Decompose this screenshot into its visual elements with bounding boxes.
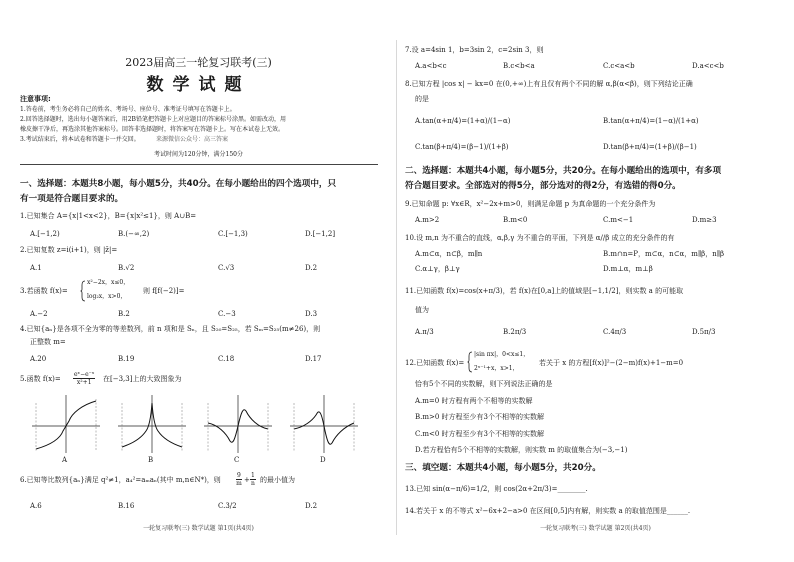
q6-fraction-2-den: n (250, 480, 255, 487)
q6-fraction-1 (236, 472, 242, 487)
q2-option-b: B.√2 (118, 264, 135, 272)
time-note: 考试时间为120分钟，满分150分 (154, 151, 243, 158)
q6-option-d: D.2 (305, 502, 318, 510)
question-5-tail: 在[−3,3]上的大致图象为 (103, 375, 182, 383)
q5-graph-c (202, 393, 274, 455)
question-1: 1.已知集合 A={x|1<x<2}，B={x|x²≤1}，则 A∪B= (20, 212, 197, 220)
q8-option-b: B.tan(α+π/4)=(1−α)/(1+α) (603, 117, 699, 125)
q12-option-b: B.m>0 时方程至少有3个不相等的实数解 (415, 413, 545, 421)
question-2: 2.已知复数 z=i(i+1)，则 |z̄|= (20, 246, 118, 254)
notice-line-4: 3.考试结束后，将本试卷和答题卡一并交回。 (20, 136, 140, 143)
q5-label-a: A (62, 456, 68, 464)
q5-graph-b (116, 393, 188, 455)
question-12-tail: 若关于 x 的方程[f(x)]²−(2−m)f(x)+1−m=0 (539, 359, 684, 367)
q12-option-c: C.m<0 时方程至少有3个不相等的实数解 (415, 430, 544, 438)
q10-option-a: A.m⊂α，n⊂β，m∥n (415, 250, 483, 258)
q10-option-b: B.m∩n=P，m⊂α，n⊂α，m∥β，n∥β (603, 250, 724, 258)
q6-option-c: C.3/2 (218, 502, 237, 510)
question-6-tail: 的最小值为 (260, 476, 295, 484)
q12-case-1: |sin πx|，0<x≤1， (474, 351, 530, 358)
q6-fraction-2-num: 1 (251, 472, 255, 479)
q1-option-b: B.(−∞,2) (118, 230, 150, 238)
q6-plus: + (244, 476, 250, 484)
page-2 (397, 0, 794, 562)
q12-brace-icon (467, 351, 473, 373)
q5-fraction (73, 371, 95, 386)
q11-option-b: B.2π/3 (503, 328, 527, 336)
watermark-note: 来源微信公众号：高三答案 (156, 136, 229, 143)
q11-option-d: D.5π/3 (692, 328, 716, 336)
question-4: 4.已知{aₙ}是各项不全为零的等差数列，前 n 项和是 Sₙ，且 S₂₀=S₂₅，若 Sₘ=S₂₅(m≠26)，则 (20, 325, 321, 333)
question-4-cont: 正整数 m= (30, 338, 66, 346)
q7-option-c: C.c<a<b (603, 62, 635, 70)
q3-option-b: B.2 (118, 310, 130, 318)
q9-option-c: C.m<−1 (603, 216, 634, 224)
question-12-cont: 恰有5个不同的实数解，则下列说法正确的是 (415, 380, 553, 388)
notice-title: 注意事项: (20, 95, 51, 103)
question-9: 9.已知命题 p: ∀x∈R，x²−2x+m>0，则满足命题 p 为真命题的一个充分条件为 (405, 200, 656, 208)
section-3-heading: 三、填空题：本题共4小题，每小题5分，共20分。 (405, 463, 601, 473)
q6-fraction-2 (250, 472, 256, 487)
question-8-cont: 的是 (415, 95, 429, 103)
question-13: 13.已知 sin(α−π/6)=1/2，则 cos(2α+2π/3)=________. (405, 485, 588, 493)
q1-option-d: D.[−1,2] (305, 230, 336, 238)
q4-option-b: B.19 (118, 355, 135, 363)
question-14: 14.若关于 x 的不等式 x²−6x+2−a>0 在区间[0,5]内有解，则实数 a 的取值范围是______. (405, 507, 691, 515)
q6-fraction-1-den: m (236, 480, 242, 487)
question-6-lead: 6.已知等比数列{aₙ}满足 q²≠1，a₄²=aₘaₙ(其中 m,n∈N*)，则 (20, 476, 221, 484)
q5-numerator: eˣ−e⁻ˣ (74, 371, 95, 378)
section-1-heading-cont: 有一项是符合题目要求的。 (20, 194, 124, 204)
q12-case-2: 2ˣ⁻¹+x，x>1， (474, 365, 519, 372)
q3-case-1: x²−2x，x≤0， (87, 279, 130, 286)
q3-option-d: D.3 (305, 310, 318, 318)
q12-option-a: A.m=0 时方程有两个不相等的实数解 (415, 397, 533, 405)
q3-option-a: A.−2 (30, 310, 48, 318)
exam-title: 2023届高三一轮复习联考(三) (125, 56, 272, 69)
q7-option-b: B.c<b<a (503, 62, 535, 70)
q2-option-a: A.1 (30, 264, 42, 272)
q8-option-c: C.tan(β+π/4)=(β−1)/(1+β) (415, 143, 509, 151)
page-1-footer: 一轮复习联考(三) 数学试题 第1页(共4页) (143, 525, 254, 532)
question-11-cont: 值为 (415, 306, 429, 314)
q6-option-b: B.16 (118, 502, 135, 510)
question-8: 8.已知方程 |cos x| − kx=0 在(0,+∞)上有且仅有两个不同的解 α,β(α<β)，则下列结论正确 (405, 80, 693, 88)
section-1-heading: 一、选择题：本题共8小题，每小题5分，共40分。在每小题给出的四个选项中，只 (20, 179, 337, 189)
q9-option-a: A.m>2 (415, 216, 440, 224)
q12-option-d: D.若方程恰有5个不相等的实数解，则实数 m 的取值集合为(−3,−1) (415, 446, 628, 454)
q5-graph-a (30, 393, 102, 455)
q7-option-d: D.a<c<b (692, 62, 724, 70)
notice-line-2: 2.回答选择题时，选出每小题答案后，用2B铅笔把答题卡上对应题目的答案标号涂黑。如需改动，用 (20, 116, 286, 123)
q6-option-a: A.6 (30, 502, 42, 510)
question-5-lead: 5.函数 f(x)= (20, 375, 61, 383)
q9-option-b: B.m<0 (503, 216, 528, 224)
question-12-lead: 12.已知函数 f(x)= (405, 359, 465, 367)
q5-label-d: D (320, 456, 326, 464)
subject-title: 数学试题 (146, 75, 251, 95)
question-10: 10.设 m,n 为不重合的直线，α,β,γ 为不重合的平面，下列是 α//β 成立的充分条件的有 (405, 234, 675, 242)
question-7: 7.设 a=4sin 1，b=3sin 2，c=2sin 3，则 (405, 46, 544, 54)
page-2-footer: 一轮复习联考(三) 数学试题 第2页(共4页) (540, 525, 651, 532)
q9-option-d: D.m≥3 (692, 216, 717, 224)
q8-option-a: A.tan(α+π/4)=(1+α)/(1−α) (415, 117, 511, 125)
q4-option-d: D.17 (305, 355, 322, 363)
q11-option-c: C.4π/3 (603, 328, 627, 336)
question-3-lead: 3.若函数 f(x)= (20, 287, 68, 295)
q3-brace-icon (80, 280, 86, 302)
q7-option-a: A.a<b<c (415, 62, 447, 70)
notice-rule (20, 164, 378, 165)
q1-option-a: A.[−1,2) (30, 230, 60, 238)
section-2-heading-cont: 符合题目要求。全部选对的得5分，部分选对的得2分，有选错的得0分。 (405, 181, 681, 191)
question-3-tail: 则 f[f(−2)]= (143, 287, 185, 295)
q10-option-d: D.m⊥α，m⊥β (603, 265, 653, 273)
q5-graph-d (288, 393, 360, 455)
q2-option-c: C.√3 (218, 264, 235, 272)
q3-case-2: log₂x，x>0， (87, 293, 127, 300)
section-2-heading: 二、选择题：本题共4小题，每小题5分，共20分。在每小题给出的选项中，有多项 (405, 166, 722, 176)
q4-option-a: A.20 (30, 355, 47, 363)
q2-option-d: D.2 (305, 264, 318, 272)
q10-option-c: C.α⊥γ，β⊥γ (415, 265, 460, 273)
q5-denominator: x²+1 (76, 379, 92, 386)
q3-option-c: C.−3 (218, 310, 236, 318)
notice-line-1: 1.答卷前，考生务必将自己的姓名、考场号、座位号、准考证号填写在答题卡上。 (20, 106, 236, 113)
q1-option-c: C.[−1,3) (218, 230, 248, 238)
question-11: 11.已知函数 f(x)=cos(x+π/3)，若 f(x)在[0,a]上的值域是[−1,1/2]，则实数 a 的可能取 (405, 287, 684, 295)
q8-option-d: D.tan(β+π/4)=(1+β)/(β−1) (603, 143, 697, 151)
notice-line-3: 橡皮擦干净后，再选涂其他答案标号。回答非选择题时，将答案写在答题卡上。写在本试卷上无效。 (20, 126, 285, 133)
q6-fraction-1-num: 9 (237, 472, 241, 479)
q5-label-c: C (234, 456, 240, 464)
q11-option-a: A.π/3 (415, 328, 434, 336)
q4-option-c: C.18 (218, 355, 235, 363)
q5-label-b: B (148, 456, 154, 464)
